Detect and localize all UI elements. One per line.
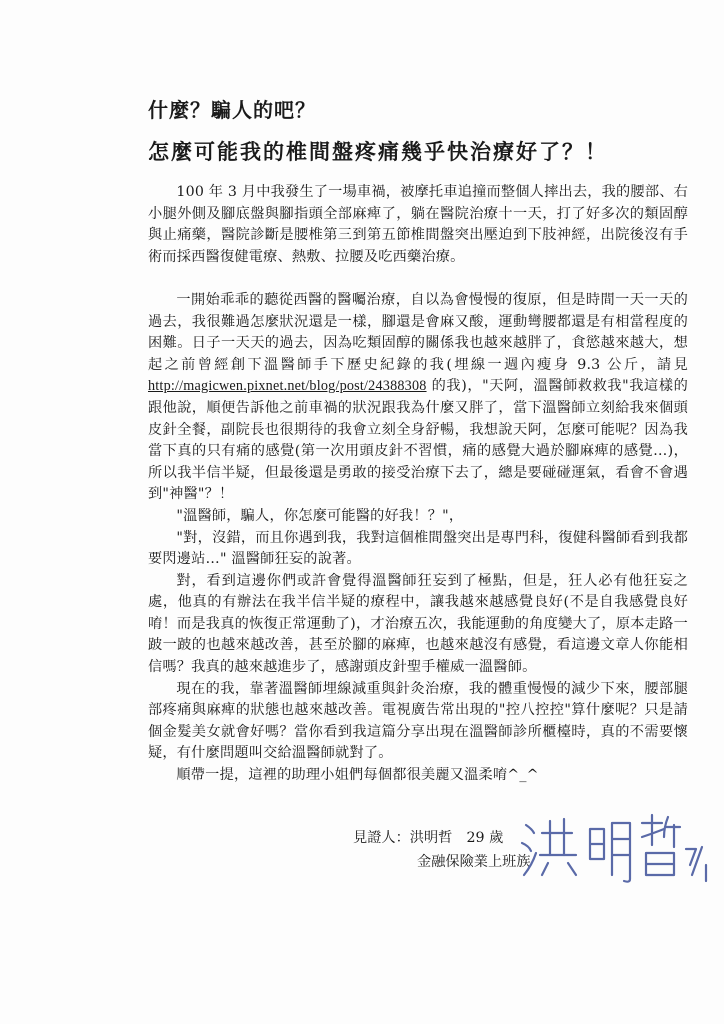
paragraph-results: 對，看到這邊你們或許會覺得溫醫師狂妄到了極點，但是，狂人必有他狂妄之處，他真的有辦法在我半信半疑的療程中，讓我越來越感覺良好(不是自我感覺良好唷！而是我真的恢復正常運動了)，才治療五次，我能運動的角度變大了，原本走路一跛一跛的也越來越改善，甚至於腳的麻痺，也越來越沒有感覺，看這邊文章人你能相信嗎？我真的越來越進步了，感謝頭皮針聖手權威一溫醫師。 — [148, 572, 688, 676]
paragraph-quote-doctor: "對，沒錯，而且你遇到我，我對這個椎間盤突出是專門科，復健科醫師看到我都要閃邊站…" 溫醫師狂妄的說著。 — [148, 529, 688, 568]
witness-name: 見證人：洪明哲 29 歲 — [353, 830, 504, 846]
paragraph-quote-patient: "溫醫師，騙人，你怎麼可能醫的好我！？"， — [176, 507, 464, 524]
blog-link[interactable]: http://magicwen.pixnet.net/blog/post/24388308 — [148, 378, 427, 395]
headline-question: 什麼？騙人的吧？ — [148, 98, 316, 122]
headline-main: 怎麼可能我的椎間盤疼痛幾乎快治療好了？！ — [148, 139, 608, 164]
witness-occupation: 金融保險業上班族 — [417, 854, 531, 870]
paragraph-closing: 順帶一提，這裡的助理小姐們每個都很美麗又溫柔唷^_^ — [176, 767, 539, 784]
paragraph-treatment-part1: 一開始乖乖的聽從西醫的醫囑治療，自以為會慢慢的復原，但是時間一天一天的過去，我很難過怎麼狀況還是一樣，腳還是會麻又酸，運動彎腰都還是有相當程度的困難。日子一天天的過去，因為吃類固醇的關係我也越來越胖了，食慾越來越大，想起之前曾經創下溫醫師手下歷史紀錄的我(埋線一週內瘦身 9.3 公斤，請見 — [148, 291, 688, 373]
paragraph-current: 現在的我，靠著溫醫師埋線減重與針灸治療，我的體重慢慢的減少下來，腰部腿部疼痛與麻痺的狀態也越來越改善。電視廣告常出現的"控八控控"算什麼呢？只是請個金髮美女就會好嗎？當你看到我這篇分享出現在溫醫師診所櫃檯時，真的不需要懷疑，有什麼問題叫交給溫醫師就對了。 — [148, 680, 688, 762]
witness-block — [353, 826, 531, 874]
paragraph-accident: 100 年 3 月中我發生了一場車禍，被摩托車追撞而整個人摔出去，我的腰部、右小腿外側及腳底盤與腳指頭全部麻痺了，躺在醫院治療十一天，打了好多次的類固醇與止痛藥，醫院診斷是腰椎第三到第五節椎間盤突出壓迫到下肢神經，出院後沒有手術而採西醫復健電療、熱敷、拉腰及吃西藥治療。 — [148, 184, 688, 265]
testimonial-body — [148, 182, 688, 787]
paragraph-treatment-part2: 的我)，"天阿，溫醫師救救我"我這樣的跟他說，順便告訴他之前車禍的狀況跟我為什麼又胖了，當下溫醫師立刻給我來個頭皮針全餐，副院長也很期待的我會立刻全身舒暢，我想說天阿，怎麼可能呢？因為我當下真的只有痛的感覺(第一次用頭皮針不習慣，痛的感覺大過於腳麻痺的感覺…)，所以我半信半疑，但最後還是勇敢的接受治療下去了，總是要碰碰運氣，看會不會遇到"神醫"？！ — [148, 378, 688, 503]
paragraph-treatment — [148, 290, 688, 506]
handwritten-signature — [512, 803, 712, 888]
